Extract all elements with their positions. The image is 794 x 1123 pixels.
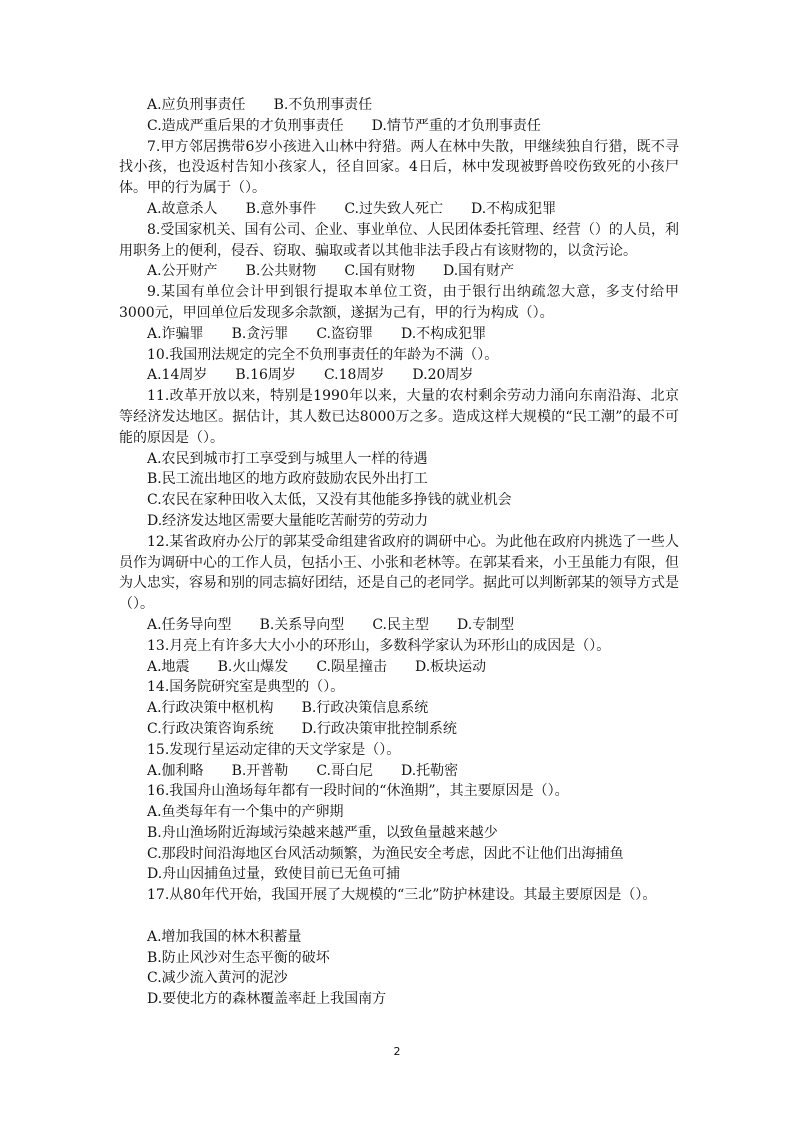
option-choice: B.16周岁 (235, 367, 296, 384)
option-choice: A.故意杀人 (147, 200, 218, 217)
option-line: D.舟山因捕鱼过量，致使目前已无鱼可捕 (147, 866, 401, 883)
option-line: D.要使北方的森林覆盖率赶上我国南方 (147, 991, 387, 1008)
option-line: A.鱼类每年有一个集中的产卵期 (147, 804, 344, 821)
option-choice: C.过失致人死亡 (344, 200, 443, 217)
option-line: B.防止风沙对生态平衡的破坏 (147, 949, 330, 966)
option-choice: A.行政决策中枢机构 (147, 700, 274, 717)
option-choice: B.公共财物 (245, 263, 317, 280)
option-choice: C.国有财物 (344, 263, 415, 280)
option-choice: D.不构成犯罪 (400, 325, 487, 342)
question-text: 7.甲方邻居携带6岁小孩进入山林中狩猎。两人在林中失散，甲继续独自行猎，既不寻找小孩，也没返村告知小孩家人，径自回家。4日后，林中发现被野兽咬伤致死的小孩尸体。甲的行为属于（）。 (119, 138, 679, 197)
options-row (119, 199, 679, 220)
page-number: 2 (393, 1045, 401, 1058)
option-choice: A.任务导向型 (147, 616, 232, 633)
option-choice: A.诈骗罪 (147, 325, 204, 342)
option-choice: C.造成严重后果的才负刑事责任 (147, 117, 344, 134)
option-choice: A.伽利略 (147, 762, 204, 779)
options-row (119, 261, 679, 282)
option-line: C.农民在家种田收入太低，又没有其他能多挣钱的就业机会 (147, 492, 512, 509)
option-choice: D.20周岁 (412, 367, 474, 384)
question-text: 9.某国有单位会计甲到银行提取本单位工资，由于银行出纳疏忽大意，多支付给甲3000元，甲回单位后发现多余款额，遂据为己有，甲的行为构成（）。 (119, 284, 679, 321)
options-row (119, 365, 679, 386)
blank-line (119, 906, 679, 927)
options-row (119, 761, 679, 782)
question-text: 11.改革开放以来，特别是1990年以来，大量的农村剩余劳动力涌向东南沿海、北京等经济发达地区。据估计，其人数已达8000万之多。造成这样大规模的“民工潮”的最不可能的原因是（）。 (119, 388, 679, 446)
option-choice: D.不构成犯罪 (470, 200, 557, 217)
option-line: C.那段时间沿海地区台风活动频繁，为渔民安全考虑，因此不让他们出海捕鱼 (147, 845, 624, 862)
option-line: 16.我国舟山渔场每年都有一段时间的“休渔期”，其主要原因是（）。 (147, 783, 569, 800)
option-choice: D.行政决策审批控制系统 (301, 720, 457, 737)
option-choice: B.火山爆发 (217, 658, 289, 675)
question-text: 13.月亮上有许多大大小小的环形山，多数科学家认为环形山的成因是（）。 (147, 637, 611, 654)
option-line: D.经济发达地区需要大量能吃苦耐劳的劳动力 (147, 512, 429, 529)
options-row (119, 95, 679, 116)
option-choice: B.行政决策信息系统 (301, 700, 429, 717)
question-content (119, 95, 679, 1010)
question-text: 12.某省政府办公厅的郭某受命组建省政府的调研中心。为此他在政府内挑选了一些人员作为调研中心的工作人员，包括小王、小张和老林等。在郭某看来，小王虽能力有限，但为人忠实，容易和别的同志搞好团结，还是自己的老同学。据此可以判断郭某的领导方式是（）。 (119, 533, 679, 613)
options-row (119, 657, 679, 678)
option-choice: C.哥白尼 (316, 762, 373, 779)
option-line: A.农民到城市打工享受到与城里人一样的待遇 (147, 450, 428, 467)
option-choice: D.托勒密 (400, 762, 459, 779)
option-line: B.舟山渔场附近海域污染越来越严重，以致鱼量越来越少 (147, 824, 498, 841)
options-row (119, 116, 679, 137)
option-line: C.减少流入黄河的泥沙 (147, 970, 288, 987)
option-choice: B.意外事件 (245, 200, 317, 217)
question-text: 17.从80年代开始，我国开展了大规模的“三北”防护林建设。其最主要原因是（）。 (147, 887, 657, 904)
option-choice: C.陨星撞击 (316, 658, 387, 675)
option-choice: A.公开财产 (147, 263, 218, 280)
options-row (119, 615, 679, 636)
option-choice: C.18周岁 (323, 367, 385, 384)
option-line: A.增加我国的林木积蓄量 (147, 928, 302, 945)
options-row (119, 719, 679, 740)
option-line: 14.国务院研究室是典型的（）。 (147, 679, 345, 696)
option-choice: C.盗窃罪 (316, 325, 373, 342)
option-choice: A.14周岁 (147, 367, 208, 384)
option-choice: C.民主型 (372, 616, 429, 633)
option-choice: A.应负刑事责任 (147, 97, 246, 113)
option-choice: A.地震 (147, 658, 190, 675)
option-choice: B.贪污罪 (231, 325, 289, 342)
options-row (119, 698, 679, 719)
options-row (119, 324, 679, 345)
option-choice: D.情节严重的才负刑事责任 (371, 117, 541, 134)
option-choice: C.行政决策咨询系统 (147, 720, 274, 737)
option-choice: B.开普勒 (231, 762, 289, 779)
question-text: 8.受国家机关、国有公司、企业、事业单位、人民团体委托管理、经营（）的人员，利用职务上的便利，侵吞、窃取、骗取或者以其他非法手段占有该财物的，以贪污论。 (119, 221, 679, 259)
question-text: 10.我国刑法规定的完全不负刑事责任的年龄为不满（）。 (147, 346, 499, 363)
option-choice: D.专制型 (456, 616, 515, 633)
option-choice: B.不负刑事责任 (273, 97, 373, 113)
option-line: 15.发现行星运动定律的天文学家是（）。 (147, 741, 401, 758)
option-choice: D.板块运动 (414, 658, 487, 675)
option-line: B.民工流出地区的地方政府鼓励农民外出打工 (147, 471, 428, 488)
option-choice: B.关系导向型 (259, 616, 345, 633)
option-choice: D.国有财产 (442, 263, 515, 280)
